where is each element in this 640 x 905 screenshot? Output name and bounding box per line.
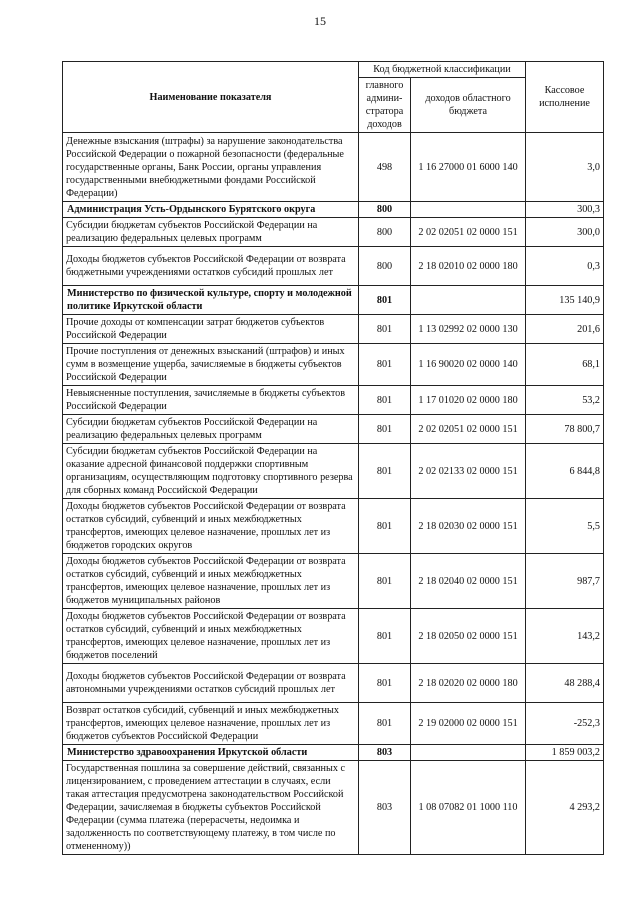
table-body — [63, 133, 604, 855]
header-amount-column: Кассовое исполнение — [526, 62, 604, 133]
row-name-cell: Невыясненные поступления, зачисляемые в бюджеты субъектов Российской Федерации — [63, 386, 359, 415]
row-name-cell: Субсидии бюджетам субъектов Российской Федерации на реализацию федеральных целевых программ — [63, 415, 359, 444]
table-row — [63, 133, 604, 202]
row-income-code-cell — [411, 286, 526, 315]
section-row — [63, 745, 604, 761]
table-row — [63, 415, 604, 444]
table-row — [63, 761, 604, 855]
row-name-cell: Доходы бюджетов субъектов Российской Федерации от возврата остатков субсидий, субвенций и иных межбюджетных трансфертов, имеющих целевое назначение, прошлых лет из бюджетов городских округов — [63, 499, 359, 554]
row-admin-code-cell: 801 — [359, 444, 411, 499]
row-admin-code-cell: 800 — [359, 218, 411, 247]
row-income-code-cell: 2 18 02040 02 0000 151 — [411, 554, 526, 609]
row-name-cell: Прочие доходы от компенсации затрат бюджетов субъектов Российской Федерации — [63, 315, 359, 344]
table-row — [63, 554, 604, 609]
row-income-code-cell: 2 02 02051 02 0000 151 — [411, 218, 526, 247]
row-admin-code-cell: 800 — [359, 247, 411, 286]
row-income-code-cell: 2 02 02051 02 0000 151 — [411, 415, 526, 444]
row-name-cell: Доходы бюджетов субъектов Российской Федерации от возврата автономными учреждениями остатков субсидий прошлых лет — [63, 664, 359, 703]
row-name-cell: Государственная пошлина за совершение действий, связанных с лицензированием, с проведением аттестации в случаях, если такая аттестация предусмотрена законодательством Российской Федерации, зачисляемая в бюджеты субъектов Российской Федерации (сумма платежа (перерасчеты, недоимка и задолженность по соответствующему платежу, в том числе по отмененному)) — [63, 761, 359, 855]
row-admin-code-cell: 801 — [359, 703, 411, 745]
row-admin-code-cell: 801 — [359, 286, 411, 315]
row-admin-code-cell: 801 — [359, 344, 411, 386]
row-amount-cell: 300,3 — [526, 202, 604, 218]
row-income-code-cell: 2 18 02050 02 0000 151 — [411, 609, 526, 664]
row-admin-code-cell: 801 — [359, 609, 411, 664]
row-amount-cell: 1 859 003,2 — [526, 745, 604, 761]
row-amount-cell: 143,2 — [526, 609, 604, 664]
table-row — [63, 247, 604, 286]
row-income-code-cell: 1 16 90020 02 0000 140 — [411, 344, 526, 386]
header-code-group: Код бюджетной классификации — [359, 62, 526, 78]
row-income-code-cell: 2 02 02133 02 0000 151 — [411, 444, 526, 499]
row-name-cell: Администрация Усть-Ордынского Бурятского округа — [63, 202, 359, 218]
row-name-cell: Доходы бюджетов субъектов Российской Федерации от возврата бюджетными учреждениями остатков субсидий прошлых лет — [63, 247, 359, 286]
table-row — [63, 609, 604, 664]
row-admin-code-cell: 800 — [359, 202, 411, 218]
row-name-cell: Денежные взыскания (штрафы) за нарушение законодательства Российской Федерации о пожарной безопасности (федеральные государственные органы, Банк России, органы управления государственными внебюджетными фондами Российской Федерации) — [63, 133, 359, 202]
table-row — [63, 386, 604, 415]
table-row — [63, 218, 604, 247]
row-admin-code-cell: 801 — [359, 415, 411, 444]
row-admin-code-cell: 801 — [359, 315, 411, 344]
budget-table — [62, 61, 604, 855]
row-amount-cell: 4 293,2 — [526, 761, 604, 855]
table-row — [63, 703, 604, 745]
row-amount-cell: 48 288,4 — [526, 664, 604, 703]
row-name-cell: Министерство здравоохранения Иркутской области — [63, 745, 359, 761]
row-amount-cell: 0,3 — [526, 247, 604, 286]
row-amount-cell: 987,7 — [526, 554, 604, 609]
row-amount-cell: 68,1 — [526, 344, 604, 386]
row-amount-cell: 201,6 — [526, 315, 604, 344]
row-income-code-cell — [411, 745, 526, 761]
row-admin-code-cell: 801 — [359, 386, 411, 415]
row-name-cell: Возврат остатков субсидий, субвенций и иных межбюджетных трансфертов, имеющих целевое назначение, прошлых лет из бюджетов субъектов Российской Федерации — [63, 703, 359, 745]
row-admin-code-cell: 498 — [359, 133, 411, 202]
row-name-cell: Доходы бюджетов субъектов Российской Федерации от возврата остатков субсидий, субвенций и иных межбюджетных трансфертов, имеющих целевое назначение, прошлых лет из бюджетов муниципальных районов — [63, 554, 359, 609]
row-admin-code-cell: 801 — [359, 499, 411, 554]
row-name-cell: Доходы бюджетов субъектов Российской Федерации от возврата остатков субсидий, субвенций и иных межбюджетных трансфертов, имеющих целевое назначение, прошлых лет из бюджетов поселений — [63, 609, 359, 664]
row-amount-cell: 3,0 — [526, 133, 604, 202]
row-amount-cell: 53,2 — [526, 386, 604, 415]
section-row — [63, 286, 604, 315]
row-income-code-cell: 1 13 02992 02 0000 130 — [411, 315, 526, 344]
row-income-code-cell: 2 18 02010 02 0000 180 — [411, 247, 526, 286]
header-admin-column: главного админи-стратора доходов — [359, 78, 411, 133]
row-amount-cell: 78 800,7 — [526, 415, 604, 444]
row-name-cell: Прочие поступления от денежных взысканий (штрафов) и иных сумм в возмещение ущерба, зачисляемые в бюджеты субъектов Российской Федерации — [63, 344, 359, 386]
row-name-cell: Субсидии бюджетам субъектов Российской Федерации на реализацию федеральных целевых программ — [63, 218, 359, 247]
row-income-code-cell — [411, 202, 526, 218]
row-income-code-cell: 1 17 01020 02 0000 180 — [411, 386, 526, 415]
row-amount-cell: 300,0 — [526, 218, 604, 247]
row-name-cell: Министерство по физической культуре, спорту и молодежной политике Иркутской области — [63, 286, 359, 315]
header-income-column: доходов областного бюджета — [411, 78, 526, 133]
row-amount-cell: 135 140,9 — [526, 286, 604, 315]
table-row — [63, 444, 604, 499]
section-row — [63, 202, 604, 218]
page-number: 15 — [314, 14, 326, 28]
row-income-code-cell: 2 19 02000 02 0000 151 — [411, 703, 526, 745]
row-admin-code-cell: 803 — [359, 761, 411, 855]
row-admin-code-cell: 803 — [359, 745, 411, 761]
row-income-code-cell: 2 18 02020 02 0000 180 — [411, 664, 526, 703]
row-income-code-cell: 1 08 07082 01 1000 110 — [411, 761, 526, 855]
row-name-cell: Субсидии бюджетам субъектов Российской Федерации на оказание адресной финансовой поддержки спортивным организациям, осуществляющим подготовку спортивного резерва для сборных команд Российской Федерации — [63, 444, 359, 499]
row-amount-cell: -252,3 — [526, 703, 604, 745]
table-row — [63, 344, 604, 386]
row-admin-code-cell: 801 — [359, 554, 411, 609]
table-row — [63, 664, 604, 703]
row-admin-code-cell: 801 — [359, 664, 411, 703]
row-income-code-cell: 1 16 27000 01 6000 140 — [411, 133, 526, 202]
row-income-code-cell: 2 18 02030 02 0000 151 — [411, 499, 526, 554]
table-row — [63, 315, 604, 344]
row-amount-cell: 5,5 — [526, 499, 604, 554]
table-row — [63, 499, 604, 554]
header-name-column: Наименование показателя — [63, 62, 359, 133]
row-amount-cell: 6 844,8 — [526, 444, 604, 499]
